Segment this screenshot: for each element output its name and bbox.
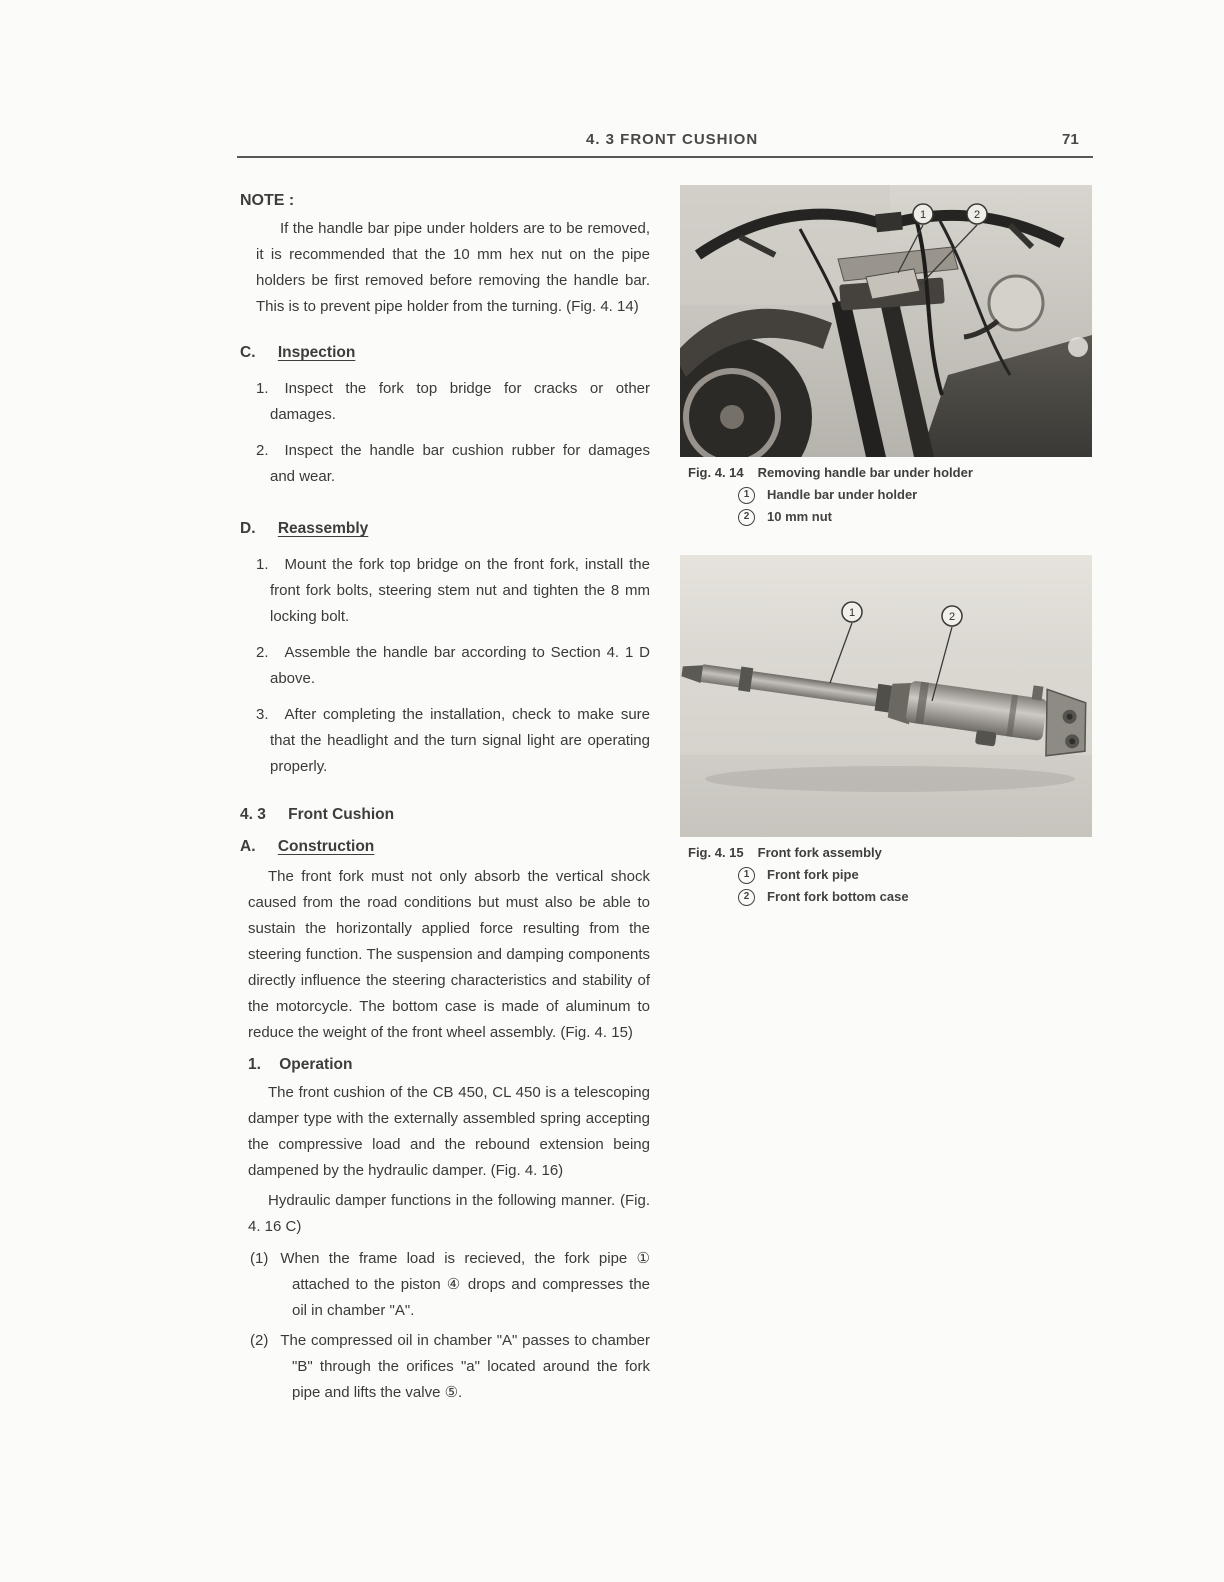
note-heading: NOTE : xyxy=(240,192,295,209)
figure-callout-legend xyxy=(738,887,1092,907)
wheel-hub xyxy=(720,405,744,429)
step-text: The compressed oil in chamber "A" passes to chamber "B" through the orifices "a" located around the fork pipe and lifts the valve ⑤. xyxy=(280,1332,650,1401)
header-rule xyxy=(237,156,1093,158)
operation-body-1: The front cushion of the CB 450, CL 450 is a telescoping damper type with the externally assembled spring accepting the compressive load and the rebound extension being dampened by the hydraulic damper. (Fig. 4. 16) xyxy=(248,1084,650,1179)
inspection-heading xyxy=(240,340,650,366)
reassembly-item-3 xyxy=(256,702,650,780)
reassembly-item-2 xyxy=(256,640,650,692)
svg-text:1: 1 xyxy=(848,607,856,619)
item-number: 1. xyxy=(256,380,269,397)
case-stud xyxy=(1032,685,1044,700)
figure-label: Fig. 4. 15 xyxy=(688,845,744,860)
figure-callout-legend xyxy=(738,507,1092,527)
reassembly-item-1 xyxy=(256,552,650,630)
inspection-heading-label: Inspection xyxy=(277,344,356,361)
figure-4-14-caption-block xyxy=(680,463,1092,527)
operation-heading-prefix: 1. xyxy=(248,1056,261,1073)
item-text: After completing the installation, check to make sure that the headlight and the turn signal light are operating properly. xyxy=(270,706,650,775)
step-number: (1) xyxy=(250,1250,269,1267)
construction-heading-prefix: A. xyxy=(240,838,256,855)
reassembly-heading-prefix: D. xyxy=(240,520,256,537)
figure-4-15-caption-block xyxy=(680,843,1092,907)
operation-body-2: Hydraulic damper functions in the following manner. (Fig. 4. 16 C) xyxy=(248,1192,650,1235)
callout-number-badge: 2 xyxy=(738,889,755,906)
note-body: If the handle bar pipe under holders are to be removed, it is recommended that the 10 mm hex nut on the pipe holders be first removed before removing the handle bar. This is to prevent pipe holder from the turning. (Fig. 4. 14) xyxy=(256,220,650,315)
reassembly-heading xyxy=(240,516,650,542)
svg-text:1: 1 xyxy=(919,209,927,221)
callout-label: Front fork pipe xyxy=(767,867,859,882)
figure-caption-text: Front fork assembly xyxy=(757,845,882,860)
figure-4-14-photo xyxy=(680,185,1092,457)
reassembly-heading-label: Reassembly xyxy=(277,520,369,537)
item-number: 2. xyxy=(256,442,269,459)
operation-heading-label: Operation xyxy=(279,1056,353,1073)
bar-clamp xyxy=(875,212,903,233)
page-number: 71 xyxy=(1062,131,1079,148)
header-section-title: 4. 3 FRONT CUSHION xyxy=(586,131,759,148)
callout-number-badge: 1 xyxy=(738,867,755,884)
inspection-heading-prefix: C. xyxy=(240,344,256,361)
front-cushion-heading-prefix: 4. 3 xyxy=(240,806,266,823)
operation-step-1 xyxy=(250,1246,650,1324)
construction-heading-label: Construction xyxy=(277,838,375,855)
step-number: (2) xyxy=(250,1332,269,1349)
inspection-item-2 xyxy=(256,438,650,490)
figure-caption xyxy=(688,463,1092,483)
callout-label: Front fork bottom case xyxy=(767,889,909,904)
figure-column xyxy=(680,185,1092,907)
operation-step-2 xyxy=(250,1328,650,1406)
item-number: 1. xyxy=(256,556,269,573)
construction-body: The front fork must not only absorb the vertical shock caused from the road conditions but must also be able to sustain the horizontally applied force resulting from the steering function. The suspension and damping components directly influence the steering characteristics and stability of the motorcycle. The bottom case is made of aluminum to reduce the weight of the front wheel assembly. (Fig. 4. 15) xyxy=(248,868,650,1041)
figure-caption-text: Removing handle bar under holder xyxy=(757,465,973,480)
callout-number-badge: 2 xyxy=(738,509,755,526)
figure-caption xyxy=(688,843,1092,863)
text-column xyxy=(240,188,650,1406)
item-number: 2. xyxy=(256,644,269,661)
inspection-item-1 xyxy=(256,376,650,428)
callout-label: Handle bar under holder xyxy=(767,487,918,502)
figure-callout-legend xyxy=(738,485,1092,505)
photo-glare xyxy=(1068,337,1088,357)
front-cushion-heading xyxy=(240,802,650,828)
item-text: Mount the fork top bridge on the front fork, install the front fork bolts, steering stem nut and tighten the 8 mm locking bolt. xyxy=(270,556,650,625)
figure-4-15-photo xyxy=(680,555,1092,837)
operation-heading xyxy=(248,1052,650,1078)
svg-text:2: 2 xyxy=(948,611,956,623)
item-text: Assemble the handle bar according to Section 4. 1 D above. xyxy=(270,644,650,687)
step-text: When the frame load is recieved, the fork pipe ① attached to the piston ④ drops and compresses the oil in chamber "A". xyxy=(280,1250,650,1319)
callout-label: 10 mm nut xyxy=(767,509,833,524)
callout-number-badge: 1 xyxy=(738,487,755,504)
item-number: 3. xyxy=(256,706,269,723)
item-text: Inspect the fork top bridge for cracks or other damages. xyxy=(270,380,650,423)
item-text: Inspect the handle bar cushion rubber for damages and wear. xyxy=(270,442,650,485)
fork-shadow xyxy=(705,766,1075,792)
figure-callout-legend xyxy=(738,865,1092,885)
figure-label: Fig. 4. 14 xyxy=(688,465,744,480)
front-cushion-heading-label: Front Cushion xyxy=(288,806,395,823)
construction-heading xyxy=(240,834,650,860)
drain-fitting xyxy=(975,730,997,747)
svg-text:2: 2 xyxy=(973,209,981,221)
